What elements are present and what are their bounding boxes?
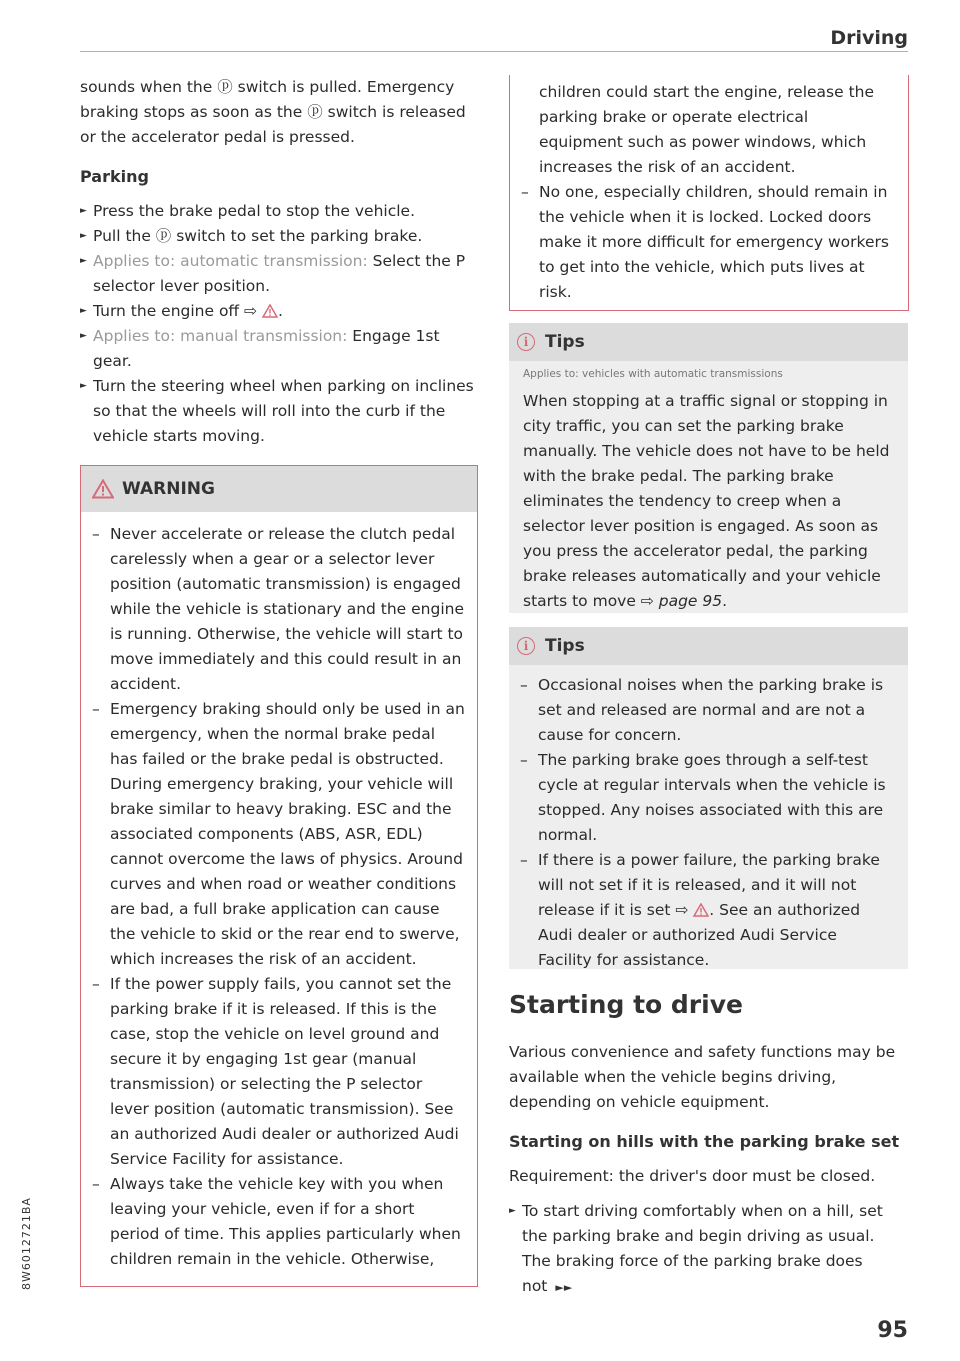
page-reference[interactable]: page 95 [658, 592, 723, 610]
tips-header [509, 323, 908, 361]
step-text: Pull the ⓟ switch to set the parking brake. [93, 227, 423, 245]
requirement-text: Requirement: the driver's door must be closed. [509, 1167, 876, 1185]
header-rule [80, 51, 908, 52]
hills-steps [509, 1199, 908, 1300]
step-text: To start driving comfortably when on a hill, set the parking brake and begin driving as usual. The braking force of the parking brake does not [522, 1202, 883, 1295]
applies-to-note: Applies to: vehicles with automatic transmissions [523, 368, 783, 380]
warning-box [80, 465, 478, 1287]
parking-step [80, 374, 477, 449]
applies-to-label: Applies to: manual transmission: [93, 327, 353, 345]
tips-list [509, 665, 908, 973]
intro-paragraph: sounds when the ⓟ switch is pulled. Emergency braking stops as soon as the ⓟ switch is released or the accelerator pedal is pressed. [80, 78, 466, 146]
step-text: Select the P selector lever position. [93, 252, 466, 295]
step-text: Press the brake pedal to stop the vehicle. [93, 202, 416, 220]
tips-item: – Occasional noises when the parking brake is set and released are normal and are not a cause for concern. [517, 673, 894, 748]
warning-triangle-icon [92, 479, 114, 499]
applies-to-label: Applies to: automatic transmission: [93, 252, 373, 270]
warning-item: – If the power supply fails, you cannot set the parking brake if it is released. If this is the case, stop the vehicle on level ground and secure it by engaging 1st gear (manual transmission) or selecting the P selector lever position (automatic transmission). See an authorized Audi dealer or authorized Audi Service Facility for assistance. [89, 972, 465, 1172]
warning-item: – Emergency braking should only be used in an emergency, when the normal brake pedal has failed or the brake pedal is obstructed. During emergency braking, your vehicle will brake similar to heavy braking. ESC and the associated components (ABS, ASR, EDL) cannot overcome the laws of physics. Around curves and when road or weather conditions are bad, a full brake application can cause the vehicle to skid or the rear end to swerve, which increases the risk of an accident. [89, 697, 465, 972]
tips-box-2 [509, 627, 908, 969]
step-text: Engage 1st gear. [93, 327, 440, 370]
parking-step: ► Turn the engine off ⇨ . [80, 299, 477, 324]
hills-step [509, 1199, 908, 1300]
parking-step [80, 224, 477, 249]
running-header-title: Driving [830, 27, 908, 49]
section-intro: Various convenience and safety functions may be available when the vehicle begins driving, depending on vehicle equipment. [509, 1043, 896, 1111]
tips-item-text: If there is a power failure, the parking brake will not set if it is released, and it will not release if it is set ⇨ [538, 851, 880, 919]
tips-item [517, 848, 894, 973]
hills-heading: Starting on hills with the parking brake set [509, 1132, 900, 1151]
tips-paragraph: When stopping at a traffic signal or stopping in city traffic, you can set the parking brake manually. The vehicle does not have to be held with the brake pedal. The parking brake eliminates the tendency to creep when a selector lever position is engaged. As soon as you press the accelerator pedal, the parking brake releases automatically and your vehicle starts to move ⇨ page 95. [523, 392, 890, 610]
parking-step [80, 199, 477, 224]
warning-triangle-icon [693, 903, 709, 917]
warning-box-continued [509, 75, 909, 311]
tips-title: Tips [545, 636, 585, 656]
parking-steps [80, 199, 477, 449]
parking-heading: Parking [80, 167, 149, 186]
warning-item [518, 80, 896, 180]
tips-body [509, 361, 908, 614]
continue-arrow-icon: ►► [555, 1281, 573, 1294]
warning-title: WARNING [122, 479, 215, 499]
left-column [80, 75, 477, 449]
warning-item: – Always take the vehicle key with you when leaving your vehicle, even if for a short period of time. This applies particularly when children remain in the vehicle. Otherwise, [89, 1172, 465, 1272]
warning-item: – No one, especially children, should remain in the vehicle when it is locked. Locked doors make it more difficult for emergency workers to get into the vehicle, which puts lives at risk. [518, 180, 896, 305]
section-title: Starting to drive [509, 990, 743, 1019]
tips-item: – The parking brake goes through a self-test cycle at regular intervals when the vehicle is stopped. Any noises associated with this are normal. [517, 748, 894, 848]
warning-list [81, 512, 477, 1272]
tips-title: Tips [545, 332, 585, 352]
warning-item: – Never accelerate or release the clutch pedal carelessly when a gear or a selector lever position (automatic transmission) is engaged while the vehicle is stationary and the engine is running. Otherwise, the vehicle will start to move immediately and this could result in an accident. [89, 522, 465, 697]
tips-item-text: . See an authorized Audi dealer or authorized Audi Service Facility for assistance. [538, 901, 861, 969]
tips-header [509, 627, 908, 665]
step-text: Turn the engine off ⇨ [93, 302, 262, 320]
info-icon: i [517, 637, 535, 655]
warning-list-continued [510, 75, 908, 305]
tips-box-1 [509, 323, 908, 613]
document-code: 8W6012721BA [20, 1197, 33, 1290]
starting-section [509, 1040, 908, 1300]
warning-triangle-icon [262, 304, 278, 318]
info-icon: i [517, 333, 535, 351]
step-text: Turn the steering wheel when parking on inclines so that the wheels will roll into the curb if the vehicle starts moving. [93, 377, 474, 445]
warning-header [81, 466, 477, 512]
page-number: 95 [877, 1318, 908, 1343]
warning-item-text: children could start the engine, release the parking brake or operate electrical equipment such as power windows, which increases the risk of an accident. [539, 83, 875, 176]
parking-step [80, 249, 477, 299]
tips-text: When stopping at a traffic signal or stopping in city traffic, you can set the parking brake manually. The vehicle does not have to be held with the brake pedal. The parking brake eliminates the tendency to creep when a selector lever position is engaged. As soon as you press the accelerator pedal, the parking brake releases automatically and your vehicle starts to move ⇨ [523, 392, 890, 610]
parking-step [80, 324, 477, 374]
